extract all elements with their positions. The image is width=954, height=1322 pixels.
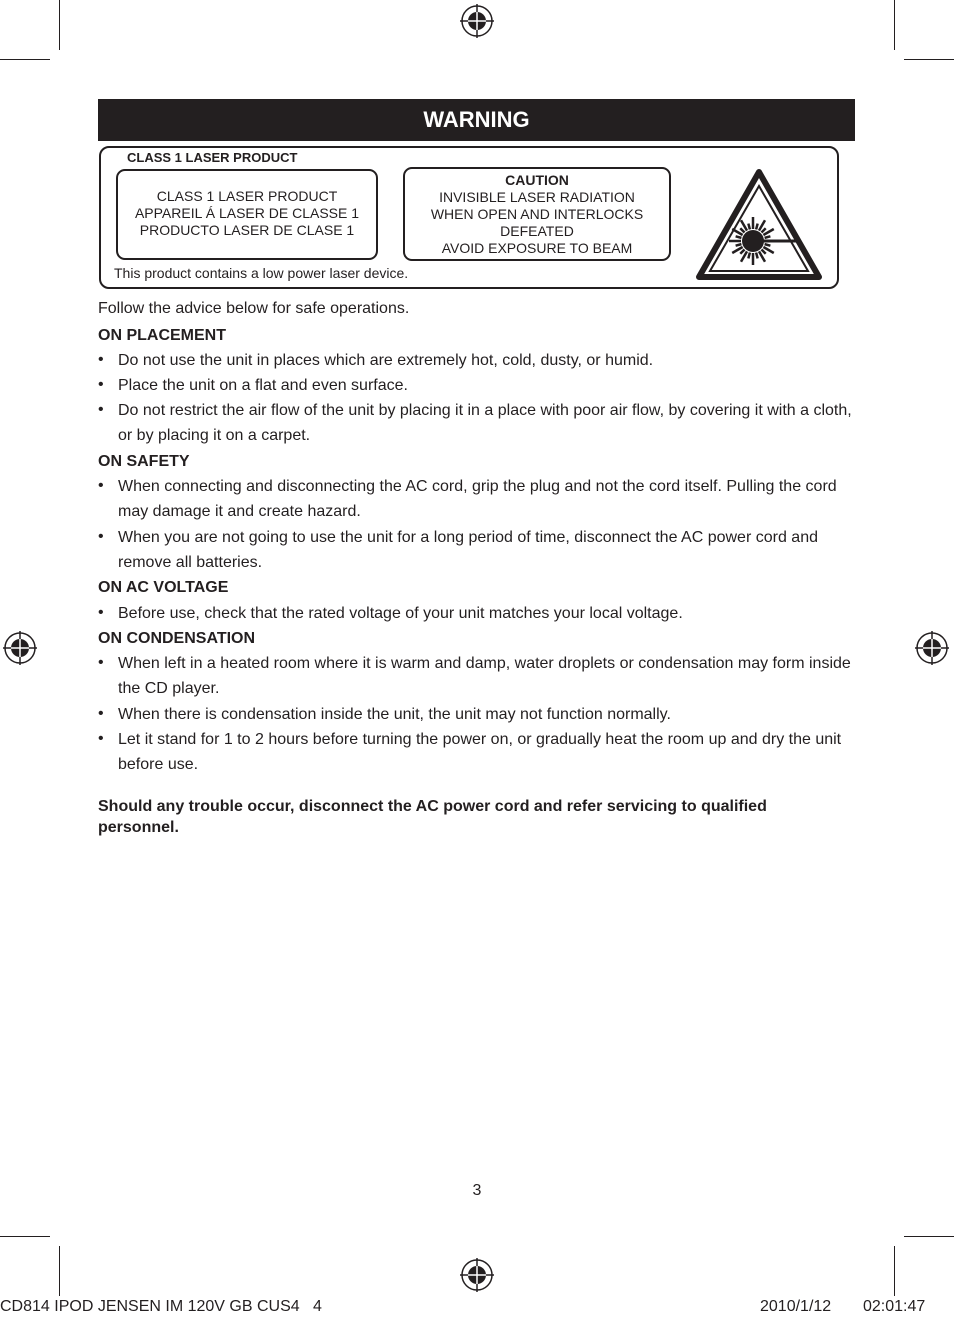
bullet-mark: • [98, 528, 104, 545]
laser-ray [761, 249, 765, 253]
closing-note: Should any trouble occur, disconnect the AC power cord and refer servicing to qualified personnel. [98, 798, 767, 836]
registration-mark-icon [915, 631, 949, 665]
laser-box-header: CLASS 1 LASER PRODUCT [127, 150, 298, 165]
crop-mark [59, 0, 60, 50]
caution-line: AVOID EXPOSURE TO BEAM [441, 240, 633, 256]
bullet-mark: • [98, 477, 104, 494]
laser-ray [736, 244, 742, 246]
laser-ray [740, 249, 744, 253]
list-item: When connecting and disconnecting the AC cord, grip the plug and not the cord itself. Pulling the cord may damage it and create hazard. [118, 478, 837, 520]
section-heading: ON CONDENSATION [98, 630, 256, 647]
list-item: Before use, check that the rated voltage of your unit matches your local voltage. [118, 605, 683, 622]
footer-filename: CD814 IPOD JENSEN IM 120V GB CUS4 4 [0, 1298, 322, 1315]
crop-mark [0, 1236, 50, 1237]
laser-ray [765, 244, 771, 246]
laser-ray [736, 236, 742, 238]
list-item: When left in a heated room where it is warm and damp, water droplets or condensation may form inside the CD player. [118, 655, 851, 697]
registration-mark-icon [460, 1258, 494, 1292]
bullet-mark: • [98, 351, 104, 368]
list-item: Place the unit on a flat and even surface. [118, 377, 408, 394]
laser-ray [761, 228, 765, 232]
bullet-mark: • [98, 376, 104, 393]
class1-line: CLASS 1 LASER PRODUCT [156, 188, 338, 204]
bullet-mark: • [98, 654, 104, 671]
list-item: Let it stand for 1 to 2 hours before turning the power on, or gradually heat the room up and dry the unit before use. [118, 731, 842, 773]
registration-mark-icon [3, 631, 37, 665]
crop-mark [59, 1246, 60, 1296]
list-item: When there is condensation inside the unit, the unit may not function normally. [118, 706, 671, 723]
bullet-mark: • [98, 401, 104, 418]
page-number: 3 [472, 1182, 482, 1199]
list-item: Do not use the unit in places which are extremely hot, cold, dusty, or humid. [118, 352, 654, 369]
bullet-mark: • [98, 705, 104, 722]
class1-line: PRODUCTO LASER DE CLASE 1 [139, 222, 355, 238]
footer-time: 02:01:47 [863, 1298, 926, 1315]
crop-mark [894, 0, 895, 50]
footer-date: 2010/1/12 [760, 1298, 832, 1315]
laser-hazard-icon [695, 168, 823, 281]
laser-ray [740, 228, 744, 232]
crop-mark [0, 59, 50, 60]
laser-ray [748, 253, 750, 259]
laser-ray [748, 224, 750, 230]
caution-line: DEFEATED [500, 223, 574, 239]
laser-ray [765, 236, 771, 238]
laser-footnote: This product contains a low power laser device. [114, 265, 409, 281]
crop-mark [894, 1246, 895, 1296]
laser-ray [756, 253, 758, 259]
caution-line: WHEN OPEN AND INTERLOCKS [430, 206, 644, 222]
warning-title: WARNING [98, 99, 855, 141]
bullet-mark: • [98, 604, 104, 621]
caution-title: CAUTION [505, 172, 569, 188]
caution-line: INVISIBLE LASER RADIATION [439, 189, 635, 205]
list-item: When you are not going to use the unit for a long period of time, disconnect the AC power cord and remove all batteries. [118, 529, 818, 571]
crop-mark [904, 59, 954, 60]
crop-mark [904, 1236, 954, 1237]
laser-ray [756, 224, 758, 230]
class1-label [116, 169, 378, 260]
laser-label-box [99, 146, 839, 289]
section-heading: ON PLACEMENT [98, 327, 226, 344]
list-item: Do not restrict the air flow of the unit by placing it in a place with poor air flow, by covering it with a cloth, or by placing it on a carpet. [118, 402, 852, 444]
section-heading: ON SAFETY [98, 453, 190, 470]
registration-mark-icon [460, 4, 494, 38]
intro-text: Follow the advice below for safe operations. [98, 300, 410, 317]
class1-line: APPAREIL Á LASER DE CLASSE 1 [134, 205, 360, 221]
section-heading: ON AC VOLTAGE [98, 579, 229, 596]
bullet-mark: • [98, 730, 104, 747]
caution-label [403, 167, 671, 261]
